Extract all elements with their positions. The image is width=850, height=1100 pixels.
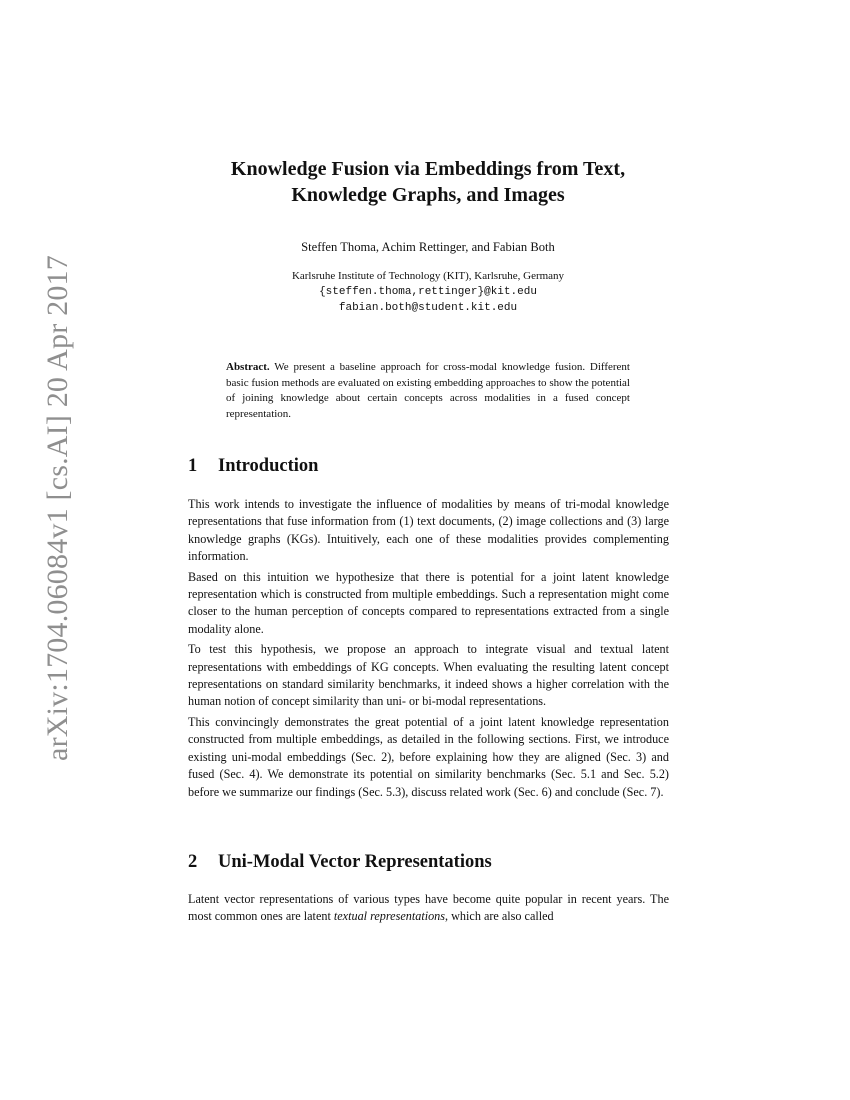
paragraph-text: Latent vector representations of various types have become quite popular in recent years. The most common ones are latent: [188, 892, 669, 924]
uni-modal-body: [188, 891, 669, 929]
title-line-1: Knowledge Fusion via Embeddings from Text,: [230, 158, 626, 180]
section-number: 2: [188, 852, 198, 872]
abstract-text: We present a baseline approach for cross-modal knowledge fusion. Different basic fusion methods are evaluated on existing embedding approaches to show the potential of joining knowledge about certain concepts across modalities in a fused concept representation.: [226, 361, 630, 420]
paragraph: Based on this intuition we hypothesize that there is potential for a joint latent knowledge representation which is constructed from multiple embeddings. Such a representation might come closer to the human perception of concepts compared to representations extracted from a single modality alone.: [188, 569, 669, 636]
author-list: Steffen Thoma, Achim Rettinger, and Fabian Both: [301, 240, 555, 254]
paper-title: [186, 156, 670, 208]
section-number: 1: [188, 456, 198, 476]
institution: Karlsruhe Institute of Technology (KIT), Karlsruhe, Germany: [291, 270, 565, 282]
email-primary: {steffen.thoma,rettinger}@kit.edu: [319, 286, 537, 298]
arxiv-identifier-stamp: arXiv:1704.06084v1 [cs.AI] 20 Apr 2017: [41, 255, 74, 761]
introduction-body: [188, 496, 669, 804]
paragraph: To test this hypothesis, we propose an approach to integrate visual and textual latent representations with embeddings of KG concepts. When evaluating the resulting latent concept representations on standard similarity benchmarks, it indeed shows a higher correlation with the human notion of concept similarity than uni- or bi-modal representations.: [188, 642, 669, 709]
affiliation-block: [186, 268, 670, 316]
abstract-label: Abstract.: [226, 361, 270, 373]
title-line-2: Knowledge Graphs, and Images: [291, 184, 565, 206]
abstract: [226, 360, 630, 422]
paragraph-text: , which are also called: [445, 909, 554, 924]
section-title: Uni-Modal Vector Representations: [218, 852, 492, 872]
email-secondary: fabian.both@student.kit.edu: [338, 302, 518, 314]
paragraph: [188, 891, 669, 926]
section-heading-introduction: [188, 454, 318, 478]
paragraph: This convincingly demonstrates the great potential of a joint latent knowledge representation constructed from multiple embeddings, as detailed in the following sections. First, we introduce existing uni-modal embeddings (Sec. 2), before explaining how they are aligned (Sec. 3) and fused (Sec. 4). We demonstrate its potential on similarity benchmarks (Sec. 5.1 and Sec. 5.2) before we summarize our findings (Sec. 5.3), discuss related work (Sec. 6) and conclude (Sec. 7).: [188, 714, 669, 799]
section-heading-uni-modal: [188, 850, 492, 874]
section-title: Introduction: [218, 456, 319, 476]
paragraph: This work intends to investigate the influence of modalities by means of tri-modal knowledge representations that fuse information from (1) text documents, (2) image collections and (3) large knowledge graphs (KGs). Intuitively, each one of these modalities provides complementing information.: [188, 497, 669, 564]
italic-term: textual representations: [333, 909, 446, 924]
